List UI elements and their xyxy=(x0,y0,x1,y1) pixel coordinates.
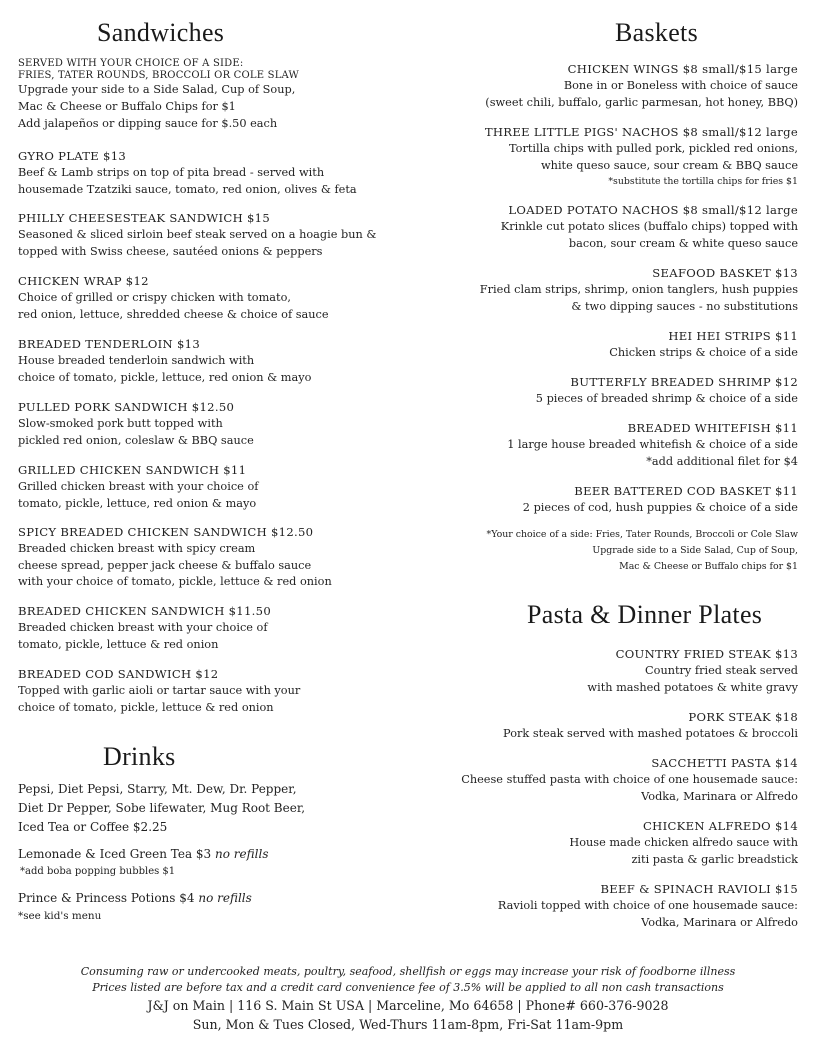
pasta-heading: Pasta & Dinner Plates xyxy=(527,600,763,629)
basket-item xyxy=(507,420,798,470)
item-desc: House made chicken alfredo sauce with xyxy=(569,835,798,849)
sandwich-item xyxy=(18,666,300,716)
baskets-side-note xyxy=(487,527,798,575)
item-desc: Vodka, Marinara or Alfredo xyxy=(641,789,798,803)
sandwich-item xyxy=(18,462,258,512)
pasta-item xyxy=(498,881,798,931)
sandwiches-heading: Sandwiches xyxy=(97,18,225,47)
drink-line: Pepsi, Diet Pepsi, Starry, Mt. Dew, Dr. Pepper, xyxy=(18,782,297,796)
item-desc: Grilled chicken breast with your choice of xyxy=(18,479,259,493)
basket-item xyxy=(536,374,798,408)
intro-caps-line: FRIES, TATER ROUNDS, BROCCOLI OR COLE SLAW xyxy=(18,70,300,81)
item-desc: housemade Tzatziki sauce, tomato, red onion, olives & feta xyxy=(18,182,357,196)
item-title: LOADED POTATO NACHOS $8 small/$12 large xyxy=(508,203,798,217)
item-title: COUNTRY FRIED STEAK $13 xyxy=(615,647,798,661)
item-desc: topped with Swiss cheese, sautéed onions & peppers xyxy=(18,244,323,258)
footer xyxy=(0,964,816,1034)
food-safety-warning: Consuming raw or undercooked meats, poultry, seafood, shellfish or eggs may increase your risk of foodborne illness xyxy=(80,965,736,978)
item-title: SPICY BREADED CHICKEN SANDWICH $12.50 xyxy=(18,525,314,539)
item-desc: tomato, pickle, lettuce, red onion & mayo xyxy=(18,496,257,510)
item-desc: 5 pieces of breaded shrimp & choice of a side xyxy=(535,391,798,405)
item-title: PULLED PORK SANDWICH $12.50 xyxy=(18,400,235,414)
lemonade-refills: no refills xyxy=(215,847,269,861)
basket-item xyxy=(485,61,798,111)
item-title: BREADED WHITEFISH $11 xyxy=(627,421,798,435)
pasta-item xyxy=(503,709,798,743)
item-desc: House breaded tenderloin sandwich with xyxy=(18,353,255,367)
item-note: *substitute the tortilla chips for fries $1 xyxy=(608,176,798,188)
potions-refills: no refills xyxy=(198,891,252,905)
item-title: GRILLED CHICKEN SANDWICH $11 xyxy=(18,463,247,477)
sandwiches-intro xyxy=(18,58,299,132)
item-title: BEER BATTERED COD BASKET $11 xyxy=(574,484,798,498)
item-desc: with your choice of tomato, pickle, lettuce & red onion xyxy=(18,575,332,589)
item-desc: Chicken strips & choice of a side xyxy=(609,345,798,359)
item-desc: tomato, pickle, lettuce & red onion xyxy=(18,637,219,651)
item-desc: choice of tomato, pickle, lettuce & red onion xyxy=(18,700,274,714)
basket-item xyxy=(609,328,798,362)
drinks-heading: Drinks xyxy=(103,742,176,771)
item-desc: choice of tomato, pickle, lettuce, red onion & mayo xyxy=(18,370,312,384)
sandwich-item xyxy=(18,399,254,449)
item-desc: 2 pieces of cod, hush puppies & choice of a side xyxy=(522,500,798,514)
sandwich-item xyxy=(18,148,357,198)
intro-caps-line: SERVED WITH YOUR CHOICE OF A SIDE: xyxy=(18,58,244,69)
item-desc: pickled red onion, coleslaw & BBQ sauce xyxy=(18,433,254,447)
item-title: BREADED CHICKEN SANDWICH $11.50 xyxy=(18,604,271,618)
sandwich-item xyxy=(18,210,376,260)
item-title: GYRO PLATE $13 xyxy=(18,149,127,163)
item-desc: Breaded chicken breast with your choice of xyxy=(18,620,268,634)
item-desc: Beef & Lamb strips on top of pita bread - served with xyxy=(18,165,325,179)
item-desc: Tortilla chips with pulled pork, pickled red onions, xyxy=(509,141,798,155)
item-desc: & two dipping sauces - no substitutions xyxy=(571,299,798,313)
sandwich-item xyxy=(18,524,332,591)
item-title: SEAFOOD BASKET $13 xyxy=(652,266,798,280)
pasta-item xyxy=(461,755,798,805)
drinks-list xyxy=(18,780,305,837)
item-title: SACCHETTI PASTA $14 xyxy=(651,756,798,770)
item-desc: Seasoned & sliced sirloin beef steak served on a hoagie bun & xyxy=(18,227,377,241)
item-desc: Country fried steak served xyxy=(645,663,798,677)
item-title: BEEF & SPINACH RAVIOLI $15 xyxy=(600,882,798,896)
item-desc: cheese spread, pepper jack cheese & buffalo sauce xyxy=(18,558,312,572)
kids-note: *see kid's menu xyxy=(18,910,102,922)
item-desc: Slow-smoked pork butt topped with xyxy=(18,416,223,430)
item-desc: ziti pasta & garlic breadstick xyxy=(631,852,798,866)
item-title: HEI HEI STRIPS $11 xyxy=(668,329,798,343)
intro-line: Mac & Cheese or Buffalo Chips for $1 xyxy=(18,99,236,113)
restaurant-address: J&J on Main | 116 S. Main St USA | Marceline, Mo 64658 | Phone# 660-376-9028 xyxy=(147,997,669,1013)
item-desc: Pork steak served with mashed potatoes & broccoli xyxy=(503,726,798,740)
item-title: THREE LITTLE PIGS' NACHOS $8 small/$12 large xyxy=(484,125,798,139)
basket-item xyxy=(501,202,798,252)
pasta-item xyxy=(587,646,798,696)
intro-line: Add jalapeños or dipping sauce for $.50 each xyxy=(18,116,278,130)
item-desc: *add additional filet for $4 xyxy=(646,454,798,468)
item-desc: Krinkle cut potato slices (buffalo chips) topped with xyxy=(500,219,798,233)
drink-line: Diet Dr Pepper, Sobe lifewater, Mug Root Beer, xyxy=(18,801,306,815)
drink-line: Iced Tea or Coffee $2.25 xyxy=(18,820,168,834)
item-desc: Breaded chicken breast with spicy cream xyxy=(18,541,256,555)
item-desc: Choice of grilled or crispy chicken with tomato, xyxy=(18,290,291,304)
basket-item xyxy=(485,124,798,190)
intro-line: Upgrade your side to a Side Salad, Cup of Soup, xyxy=(18,83,296,96)
item-desc: Fried clam strips, shrimp, onion tanglers, hush puppies xyxy=(479,282,798,296)
item-title: BREADED TENDERLOIN $13 xyxy=(18,337,200,351)
item-desc: Ravioli topped with choice of one housemade sauce: xyxy=(497,898,798,912)
item-title: CHICKEN WRAP $12 xyxy=(18,274,149,288)
boba-note: *add boba popping bubbles $1 xyxy=(20,866,176,877)
side-note-line: Upgrade side to a Side Salad, Cup of Soup, xyxy=(592,545,798,556)
item-title: BREADED COD SANDWICH $12 xyxy=(18,667,219,681)
item-desc: Cheese stuffed pasta with choice of one housemade sauce: xyxy=(461,772,798,786)
item-desc: bacon, sour cream & white queso sauce xyxy=(568,236,798,250)
sandwich-item xyxy=(18,336,311,386)
potions-label: Prince & Princess Potions $4 xyxy=(18,891,195,905)
item-desc: red onion, lettuce, shredded cheese & choice of sauce xyxy=(18,307,329,321)
potions-line xyxy=(18,889,252,908)
basket-item xyxy=(480,265,798,315)
item-desc: Topped with garlic aioli or tartar sauce with your xyxy=(18,683,301,697)
item-title: BUTTERFLY BREADED SHRIMP $12 xyxy=(570,375,798,389)
item-desc: white queso sauce, sour cream & BBQ sauce xyxy=(541,158,798,172)
pricing-note: Prices listed are before tax and a credit card convenience fee of 3.5% will be applied to all non cash transactions xyxy=(92,980,724,994)
sandwich-item xyxy=(18,603,271,653)
pasta-item xyxy=(569,818,798,868)
lemonade-line xyxy=(18,845,268,864)
baskets-heading: Baskets xyxy=(615,18,698,47)
item-title: CHICKEN WINGS $8 small/$15 large xyxy=(567,62,798,76)
basket-item xyxy=(523,483,798,517)
side-note-line: *Your choice of a side: Fries, Tater Rounds, Broccoli or Cole Slaw xyxy=(486,529,798,540)
item-desc: (sweet chili, buffalo, garlic parmesan, hot honey, BBQ) xyxy=(485,95,798,109)
item-title: PORK STEAK $18 xyxy=(688,710,798,724)
item-desc: Vodka, Marinara or Alfredo xyxy=(641,915,798,929)
item-desc: with mashed potatoes & white gravy xyxy=(587,680,798,694)
item-desc: Bone in or Boneless with choice of sauce xyxy=(563,78,798,92)
item-title: PHILLY CHEESESTEAK SANDWICH $15 xyxy=(18,211,271,225)
restaurant-hours: Sun, Mon & Tues Closed, Wed-Thurs 11am-8pm, Fri-Sat 11am-9pm xyxy=(192,1016,624,1032)
lemonade-label: Lemonade & Iced Green Tea $3 xyxy=(18,847,212,861)
item-title: CHICKEN ALFREDO $14 xyxy=(642,819,798,833)
sandwich-item xyxy=(18,273,329,323)
item-desc: 1 large house breaded whitefish & choice of a side xyxy=(507,437,798,451)
side-note-line: Mac & Cheese or Buffalo chips for $1 xyxy=(619,561,798,572)
